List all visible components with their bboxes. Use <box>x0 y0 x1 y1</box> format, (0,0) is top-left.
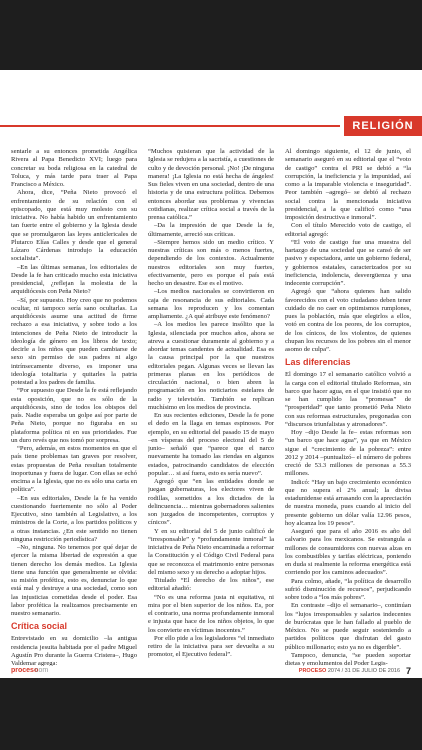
paragraph: Agregó que “en las entidades donde se juegan gubernaturas, los electores viven de rodillas, sometidos a los dictados de la delincuencia… mientras gobernadores salientes son juzgados de incompetentes, corruptos y cínicos”. <box>148 478 274 527</box>
article-column-3 <box>285 148 411 666</box>
paragraph: Con el título Merecido voto de castigo, el editorial agregó: <box>285 222 411 238</box>
page-footer <box>0 666 422 678</box>
paragraph: Entrevistado en su domicilio –la antigua residencia jesuita habitada por el padre Miguel Agustín Pro durante la Guerra Cristera–, Hugo Valdemar agrega: <box>11 635 137 666</box>
paragraph: Titulado “El derecho de los niños”, ese editorial añadió: <box>148 577 274 593</box>
paragraph: En contraste –dijo el semanario–, continúan los “lujos irresponsables y salarios indecentes de burócratas que le han fallado al pueblo de México. No se puede seguir sosteniendo a partidos políticos que disfrutan del gasto público millonario; esto ya no es digerible”. <box>285 602 411 651</box>
paragraph: Y en su editorial del 5 de junio calificó de “irresponsable” y “profundamente inmoral” la iniciativa de Peña Nieto encaminada a reformar la Constitución y el Código Civil Federal para que se reconozca el matrimonio entre personas del mismo sexo y su derecho a adoptar hijos. <box>148 527 274 576</box>
magazine-page[interactable] <box>0 70 422 678</box>
viewer-top-band <box>0 0 422 70</box>
subheading: Crítica social <box>11 621 68 632</box>
paragraph: “No es una reforma justa ni equitativa, ni mira por el bien superior de los niños. Es, por el contrario, una norma profundamente inmoral e injusta que hace de los niños objetos, lo que los convierte en víctimas inocentes.” <box>148 593 274 634</box>
paragraph: Por ello pide a los legisladores “el inmediato retiro de la iniciativa para ser devuelta a su promotor, el Ejecutivo federal”. <box>148 634 274 659</box>
article-columns <box>11 148 411 666</box>
paragraph: Agregó que “ahora quienes han salido favorecidos con el voto ciudadano deben tener cuidado de no caer en optimismos rumplones, pues la población, más que elegirlos a ellos, votó en contra de los peores, de los corruptos, de los cínicos, de los violentos, de quienes chupan los recursos de los pobres sin el menor asomo de culpa”. <box>285 288 411 353</box>
article-column-1 <box>11 148 137 666</box>
paragraph: Indicó: “Hay un bajo crecimiento económico que no supera el 2% anual; la divisa estadunidense está arrasando con la apreciación de nuestra moneda, pues cuando al inicio del presente gobierno un dólar valía 12.96 pesos, hoy alcanza los 19 pesos”. <box>285 478 411 527</box>
viewer-bottom-band <box>0 678 422 750</box>
proceso-logo-suffix: com <box>35 667 49 674</box>
paragraph: –No, ninguna. No tenemos por qué dejar de ejercer la misma libertad de expresión a que tienen derecho los demás medios. La Iglesia tiene una función que generalmente se olvida: su misión profética, esto es, denunciar lo que está mal y destruye a una sociedad, como son las injusticias cometidas desde el poder. Esa labor profética la realizamos precisamente en nuestro semanario. <box>11 544 137 617</box>
paragraph: –Da la impresión de que Desde la fe, últimamente, arreció sus críticas. <box>148 222 274 238</box>
paragraph: Ahora, dice, “Peña Nieto provocó el enfrentamiento de su relación con el episcopado, que está muy molesto con su iniciativa. No había habido un enfrentamiento tan fuerte entre el gobierno y la Iglesia desde que se promulgaron las leyes anticlericales de Plutarco Elías Calles y desde que el general Lázaro Cárdenas introdujo la educación socialista”. <box>11 189 137 263</box>
paragraph: –A los medios les parece insólito que la Iglesia, silenciada por muchos años, ahora se atreva a cuestionar duramente al gobierno y a abordar temas candentes de actualidad. Esa es la causa principal por la que nuestros editoriales pegan. Algunas veces se llevan las primeras planas en los periódicos de circulación nacional, o bien abren la programación en los noticiarios estelares de radio y televisión. También se replican muchísimo en los medios de provincia. <box>148 321 274 411</box>
section-rule <box>0 125 340 127</box>
paragraph: –En las últimas semanas, los editoriales de Desde la fe han criticado mucho esta iniciativa presidencial, ¿reflejan la molestia de la arquidiócesis con Peña Nieto? <box>11 263 137 296</box>
paragraph: sentarle a su entonces prometida Angélica Rivera al Papa Benedicto XVI; luego para concretar su boda religiosa en la catedral de Toluca, y más tarde para traer al Papa Francisco a México. <box>11 148 137 188</box>
paragraph: –Sí, por supuesto. Hoy creo que no podemos ocultar, ni tampoco sería sano ocultarlas. La arquidiócesis asume una actitud de firme rechazo a esa iniciativa, y sobre todo a los intenciones de Peña Nieto de introducir la ideología de género en los libros de texto; decirle a los niños que pueden cambiarse de sexo sin permiso de sus padres ni algo intrínsecamente diverso, es imponer una ideología totalitaria y quitarles la patria potestad a los padres de familia. <box>11 296 137 386</box>
paragraph: Al domingo siguiente, el 12 de junio, el semanario aseguró en su editorial que el “voto de castigo” contra el PRI se debió a “la corrupción, la ineficiencia y la impunidad, así como a la imparable violencia e inseguridad”. Peor también –agregó– se debió al rechazo social contra la mencionada iniciativa presidencial, a la que calificó como “una imposición destructiva e inmoral”. <box>285 148 411 221</box>
paragraph: Para colmo, añade, “la política de desarrollo sufrió disminución de recursos”, perjudicando sobre todo a “los más pobres”. <box>285 577 411 601</box>
issue-date: 2074 / 31 DE JULIO DE 2016 <box>327 668 400 674</box>
magazine-name: PROCESO <box>298 668 327 674</box>
paragraph: “El voto de castigo fue una muestra del hartazgo de una sociedad que se cansó de ser pasivo y espectadora, ante un gobierno federal, y gobiernos estatales, caracterizados por su ineficiencia, indolencia, desvergüenza y una indecente corrupción”. <box>285 238 411 287</box>
section-header <box>0 116 422 136</box>
issue-info <box>299 668 400 674</box>
paragraph: “Por supuesto que Desde la fe está reflejando esta oposición, que no es sólo de la arquidiócesis, sino de todos los obispos del país. Nadie esperaba un golpe así por parte de Peña Nieto, porque no figuraba en su plataforma política ni en sus prioridades. Fue un duro revés que nos tomó por sorpresa. <box>11 387 137 444</box>
article-column-2 <box>148 148 274 666</box>
paragraph: En sus recientes ediciones, Desde la fe pone el dedo en la llaga en temas espinosos. Por ejemplo, en su editorial del pasado 15 de mayo –en vísperas del proceso electoral del 5 de junio– señaló que “parece que el narco nuevamente ha tomado las riendas en algunos estados, patrocinando candidatos de elección popular… si así fuera, esto es sería nuevo”. <box>148 412 274 477</box>
paragraph: “Muchos quisieran que la actividad de la Iglesia se redujera a la sacristía, a cuestiones de culto y de devoción personal. ¡No! ¡De ninguna manera! ¡La Iglesia no está hecha de ángeles! Sus fieles viven en una sociedad, dentro de una historia y de una estructura política. Debemos entonces abordar sus problemas y vivencias cotidianas, realizar crítica social a través de la prensa católica.” <box>148 148 274 221</box>
section-tag: RELIGIÓN <box>344 116 422 136</box>
paragraph: –Siempre hemos sido un medio crítico. Y nuestras críticas son más o menos fuertes, dependiendo de los contextos. Actualmente nuestros editoriales son muy fuertes, efectivamente, pero es porque el país está hecho un desastre. Ese es el motivo. <box>148 238 274 287</box>
paragraph: Tampoco, denuncia, “se pueden soportar dietas y emolumentos del Poder Legis- <box>285 651 411 666</box>
paragraph: “Pero, además, en estos momentos en que el país tiene problemas tan graves por resolver, estas propuestas de Peña resultan totalmente inoportunas y fuera de lugar. Con ellas se echó encima a la Iglesia, que no es sólo una carta en política”. <box>11 445 137 494</box>
paragraph: Aseguró que para el año 2016 es año del calvario para los mexicanos. Se estrangula a millones de consumidores con nuevas alzas en los combustibles y tarifas eléctricas, poniendo en duda si realmente la reforma energética está corriendo por los caminos adecuados”. <box>285 528 411 577</box>
paragraph: –En sus editoriales, Desde la fe ha venido cuestionando fuertemente no sólo al Poder Ejecutivo, sino también al Legislativo, a los ministros de la Corte, a los partidos políticos y a otras instancias. ¿En este sentido no tienen ninguna restricción periodística? <box>11 494 137 543</box>
paragraph: Hoy –dijo Desde la fe– estas reformas son “un barco que hace agua”, ya que en México sigue el “crecimiento de la pobreza”: entre 2012 y 2014 –puntualizó– el número de pobres creció de 53.3 millones de personas a 55.3 millones. <box>285 429 411 478</box>
proceso-logo: proceso <box>11 667 39 674</box>
page-number: 7 <box>405 666 411 676</box>
paragraph: –Los medios nacionales se convirtieron en caja de resonancia de sus editoriales. Cada semana los reproducen y los comentan ampliamente. ¿A qué atribuye este fenómeno? <box>148 288 274 320</box>
paragraph: El domingo 17 el semanario católico volvió a la carga con el editorial titulado Reformas, sin barco que hacer agua, en el que insistió que no se han cumplido las “promesas” de “prosperidad” que tanto prometió Peña Nieto con sus reformas estructurales, pregonadas con “discursos triunfalistas y atronadores”. <box>285 371 411 428</box>
subheading: Las diferencias <box>285 357 351 368</box>
